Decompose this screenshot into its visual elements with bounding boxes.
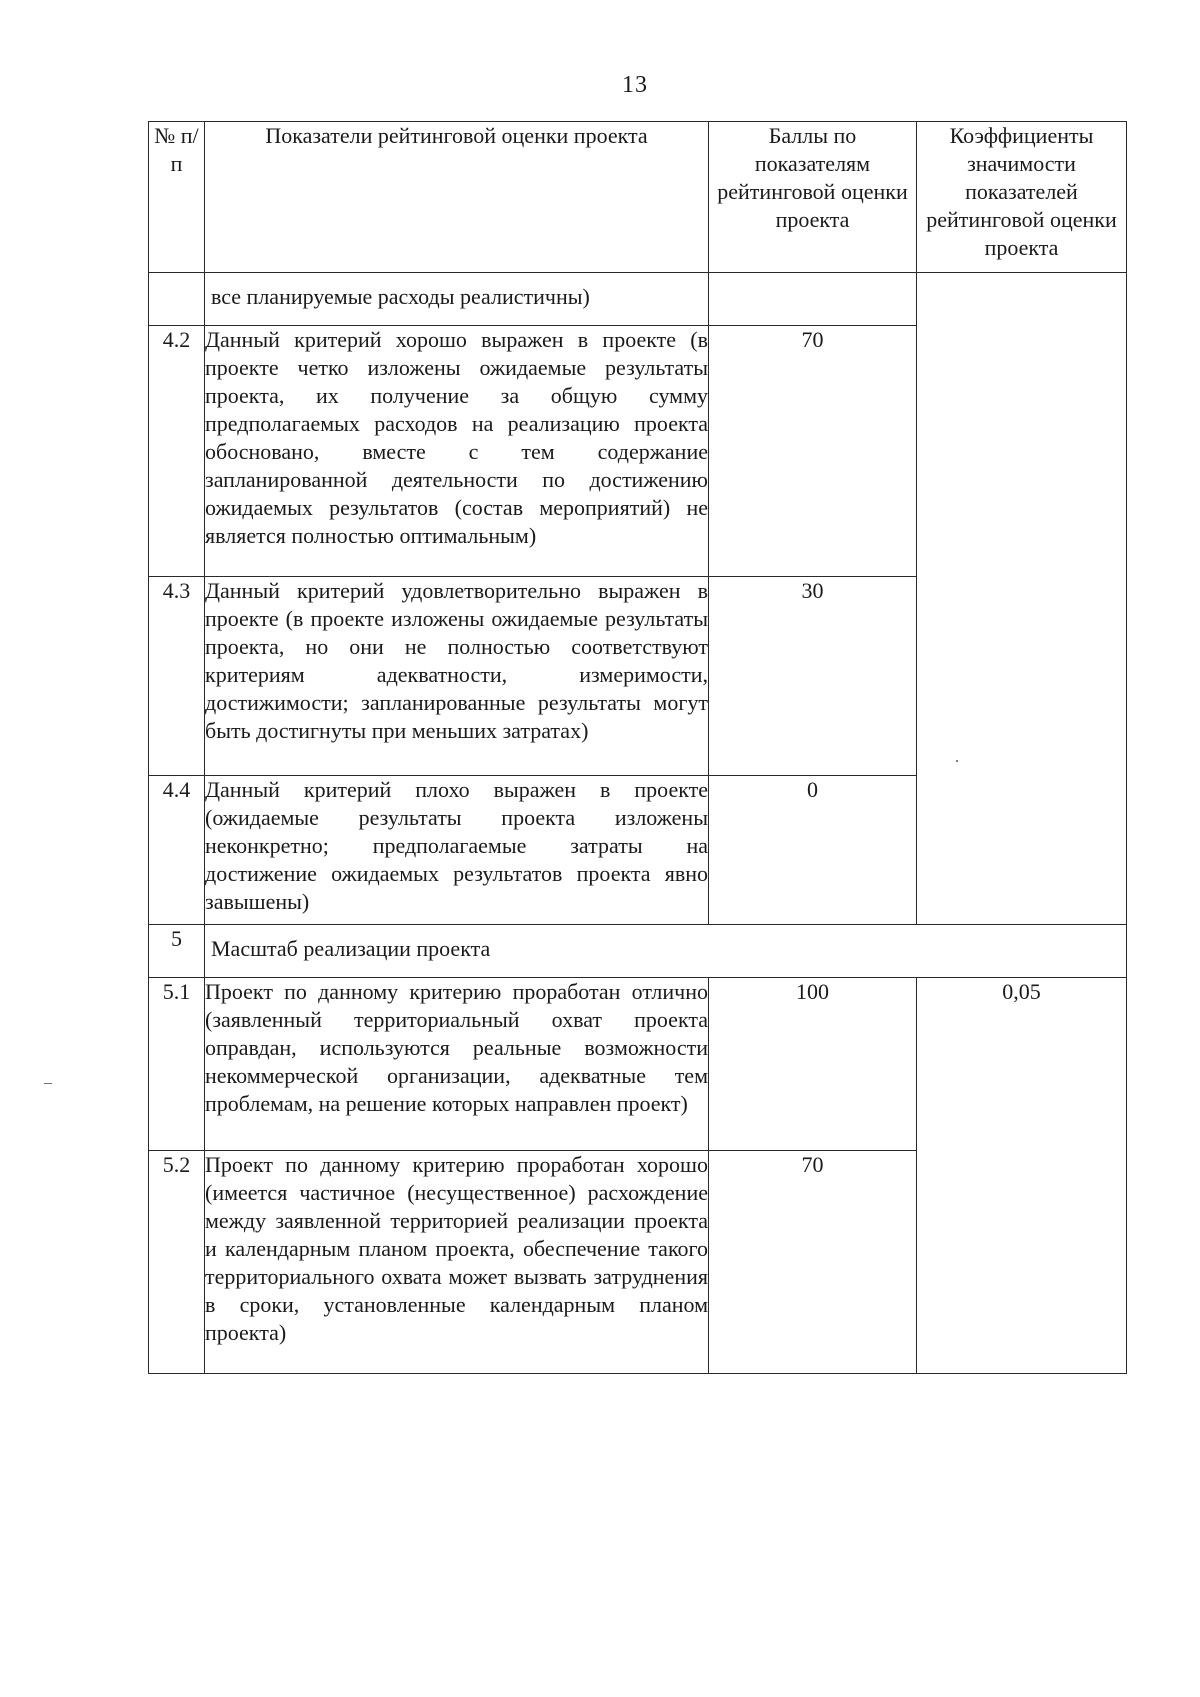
row-indicator: Проект по данному критерию проработан отлично (заявленный территориальный охват проекта оправдан, используются реальные возможности некоммерческой организации, адекватные тем проблемам, на решение которых направлен проект): [205, 978, 709, 1151]
table-header-row: [149, 122, 1127, 273]
row-number: [149, 273, 205, 326]
row-coefficient: [917, 273, 1127, 925]
header-indicator: Показатели рейтинговой оценки проекта: [205, 122, 709, 273]
row-score: 70: [709, 1151, 917, 1374]
scan-speck: [44, 1083, 52, 1084]
header-coefficient: Коэффициенты значимости показателей рейтинговой оценки проекта: [917, 122, 1127, 273]
row-indicator: Данный критерий плохо выражен в проекте (ожидаемые результаты проекта изложены неконкретно; предполагаемые затраты на достижение ожидаемых результатов проекта явно завышены): [205, 776, 709, 925]
rating-table: [148, 121, 1127, 1374]
row-number: 4.4: [149, 776, 205, 925]
row-indicator: Данный критерий удовлетворительно выражен в проекте (в проекте изложены ожидаемые результаты проекта, но они не полностью соответствуют критериям адекватности, измеримости, достижимости; запланированные результаты могут быть достигнуты при меньших затратах): [205, 577, 709, 776]
row-number: 5.2: [149, 1151, 205, 1374]
row-indicator: все планируемые расходы реалистичны): [205, 273, 709, 326]
row-score: [709, 273, 917, 326]
scan-speck: [956, 760, 958, 762]
row-score: 0: [709, 776, 917, 925]
row-coefficient: 0,05: [917, 978, 1127, 1374]
row-indicator: Проект по данному критерию проработан хорошо (имеется частичное (несущественное) расхождение между заявленной территорией реализации проекта и календарным планом проекта, обеспечение такого территориального охвата может вызвать затруднения в сроки, установленные календарным планом проекта): [205, 1151, 709, 1374]
row-indicator: Данный критерий хорошо выражен в проекте (в проекте четко изложены ожидаемые результаты проекта, их получение за общую сумму предполагаемых расходов на реализацию проекта обосновано, вместе с тем содержание запланированной деятельности по достижению ожидаемых результатов (состав мероприятий) не является полностью оптимальным): [205, 326, 709, 577]
section-title: Масштаб реализации проекта: [205, 925, 1127, 978]
table-row: [149, 273, 1127, 326]
row-number: 5.1: [149, 978, 205, 1151]
row-score: 100: [709, 978, 917, 1151]
row-number: 4.2: [149, 326, 205, 577]
table-section-row: [149, 925, 1127, 978]
section-number: 5: [149, 925, 205, 978]
header-number: № п/п: [149, 122, 205, 273]
page-number: 13: [622, 72, 648, 98]
row-score: 70: [709, 326, 917, 577]
table-row: [149, 978, 1127, 1151]
header-score: Баллы по показателям рейтинговой оценки проекта: [709, 122, 917, 273]
row-number: 4.3: [149, 577, 205, 776]
row-score: 30: [709, 577, 917, 776]
